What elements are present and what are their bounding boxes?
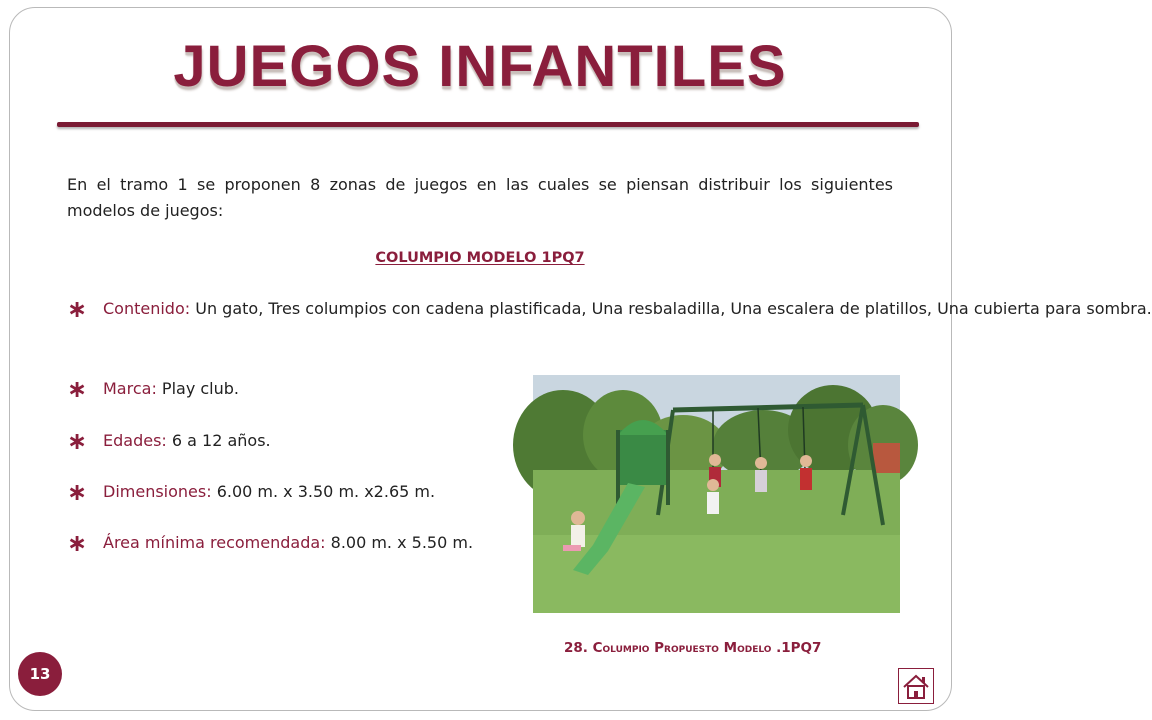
asterisk-bullet-icon: ∗ [67,529,88,557]
asterisk-bullet-icon: ∗ [67,295,88,323]
photo-caption: 28. Columpio Propuesto Modelo .1PQ7 [564,640,822,656]
bullet-value: 6.00 m. x 3.50 m. x2.65 m. [211,482,436,501]
asterisk-bullet-icon: ∗ [67,478,88,506]
bullet-label: Área mínima recomendada: [103,533,326,552]
bullet-value: Un gato, Tres columpios con cadena plastificada, Una resbaladilla, Una escalera de platillos, Una cubierta para sombra. [190,299,1152,318]
product-subtitle: COLUMPIO MODELO 1PQ7 [375,250,585,266]
bullet-label: Edades: [103,431,167,450]
bullet-text [103,479,435,505]
asterisk-bullet-icon: ∗ [67,427,88,455]
playground-photo [533,375,900,613]
intro-paragraph: En el tramo 1 se proponen 8 zonas de juegos en las cuales se piensan distribuir los siguientes modelos de juegos: [67,175,893,220]
bullet-value: Play club. [156,379,239,398]
bullet-text [103,428,271,454]
bullet-value: 8.00 m. x 5.50 m. [325,533,474,552]
title-divider [57,122,919,127]
playground-illustration [533,375,900,613]
bullet-label: Dimensiones: [103,482,212,501]
bullet-text [103,376,239,402]
home-button[interactable] [898,668,934,704]
bullet-text [103,530,473,556]
asterisk-bullet-icon: ∗ [67,375,88,403]
bullet-value: 6 a 12 años. [166,431,271,450]
bullet-label: Contenido: [103,299,191,318]
bullet-text [103,296,1152,322]
bullet-label: Marca: [103,379,157,398]
page-number-badge: 13 [18,652,62,696]
slide-title: JUEGOS INFANTILES [173,34,787,99]
home-icon [899,669,933,703]
